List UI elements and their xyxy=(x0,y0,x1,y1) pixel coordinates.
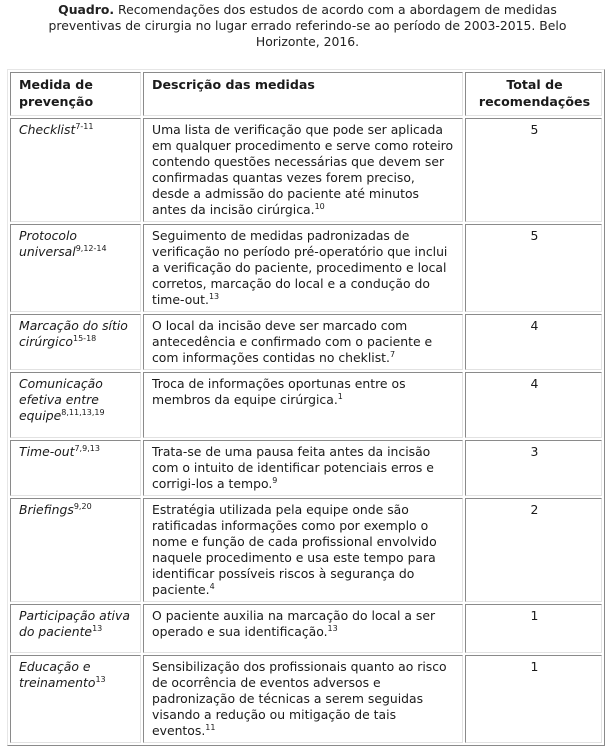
measure-name: Briefings xyxy=(19,502,74,517)
table-row xyxy=(10,655,602,743)
header-row xyxy=(10,72,602,116)
description-text: O paciente auxilia na marcação do local a ser operado e sua identificação. xyxy=(152,608,436,639)
description-cell xyxy=(143,498,463,602)
measure-reference: 9,12-14 xyxy=(75,244,107,253)
measure-name: Participação ativa do paciente xyxy=(19,608,130,639)
measure-reference: 7,9,13 xyxy=(74,444,100,453)
measure-name: Protocolo universal xyxy=(19,228,78,259)
measure-cell xyxy=(10,372,141,438)
total-cell: 1 xyxy=(465,604,602,653)
description-reference: 9 xyxy=(272,476,278,485)
table-row xyxy=(10,440,602,496)
description-text: Trata-se de uma pausa feita antes da incisão com o intuito de identificar potenciais erros e corrigi-los a tempo. xyxy=(152,444,434,491)
description-reference: 10 xyxy=(314,202,325,211)
measure-cell xyxy=(10,224,141,312)
description-reference: 4 xyxy=(209,582,215,591)
description-text: Seguimento de medidas padronizadas de verificação no período pré-operatório que inclui a verificação do paciente, procedimento e local corretos, marcação do local e a condução do time-out. xyxy=(152,228,448,307)
measure-cell xyxy=(10,604,141,653)
total-cell: 1 xyxy=(465,655,602,743)
total-cell: 5 xyxy=(465,224,602,312)
header-total: Total de recomendações xyxy=(465,72,602,116)
description-reference: 13 xyxy=(208,292,220,301)
total-cell: 4 xyxy=(465,372,602,438)
description-cell xyxy=(143,372,463,438)
header-measure: Medida de prevenção xyxy=(10,72,141,116)
measure-reference: 8,11,13,19 xyxy=(61,408,105,417)
description-cell xyxy=(143,604,463,653)
measure-cell xyxy=(10,440,141,496)
total-cell: 3 xyxy=(465,440,602,496)
description-reference: 13 xyxy=(327,624,338,633)
measure-name: Time-out xyxy=(19,444,75,459)
table-row xyxy=(10,314,602,370)
caption-text: Recomendações dos estudos de acordo com a abordagem de medidas preventivas de cirurgia no lugar errado referindo-se ao período de 2003-2015. Belo Horizonte, 2016. xyxy=(48,2,567,49)
measure-reference: 9,20 xyxy=(73,502,92,511)
measure-reference: 15-18 xyxy=(73,334,97,343)
description-cell xyxy=(143,314,463,370)
recommendations-table xyxy=(7,69,605,746)
measure-cell xyxy=(10,118,141,222)
total-cell: 4 xyxy=(465,314,602,370)
description-text: O local da incisão deve ser marcado com antecedência e confirmado com o paciente e com informações contidas no cheklist. xyxy=(152,318,433,365)
total-cell: 2 xyxy=(465,498,602,602)
table-row xyxy=(10,224,602,312)
caption-label: Quadro. xyxy=(58,2,115,17)
measure-cell xyxy=(10,314,141,370)
measure-cell xyxy=(10,655,141,743)
table-row xyxy=(10,498,602,602)
description-reference: 7 xyxy=(389,350,396,359)
header-description: Descrição das medidas xyxy=(143,72,463,116)
description-cell xyxy=(143,440,463,496)
description-text: Uma lista de verificação que pode ser aplicada em qualquer procedimento e serve como roteiro contendo questões necessárias que devem ser confirmadas quantas vezes forem preciso, desde a admissão do paciente até minutos antes da incisão cirúrgica. xyxy=(152,122,454,217)
table-row xyxy=(10,118,602,222)
description-text: Troca de informações oportunas entre os membros da equipe cirúrgica. xyxy=(152,376,406,407)
description-cell xyxy=(143,655,463,743)
description-cell xyxy=(143,118,463,222)
description-text: Sensibilização dos profissionais quanto ao risco de ocorrência de eventos adversos e padronização de técnicas a serem seguidas visando a redução ou mitigação de tais eventos. xyxy=(152,659,447,738)
description-reference: 11 xyxy=(205,723,216,732)
measure-reference: 13 xyxy=(92,624,103,633)
table-caption xyxy=(30,2,585,50)
total-cell: 5 xyxy=(465,118,602,222)
measure-reference: 13 xyxy=(95,675,106,684)
measure-reference: 7-11 xyxy=(75,122,94,131)
description-cell xyxy=(143,224,463,312)
description-text: Estratégia utilizada pela equipe onde são ratificadas informações como por exemplo o nome e função de cada profissional envolvido naquele procedimento e usa este tempo para identificar possíveis riscos à segurança do paciente. xyxy=(152,502,437,597)
measure-name: Marcação do sítio cirúrgico xyxy=(19,318,128,349)
measure-name: Educação e treinamento xyxy=(19,659,96,690)
description-reference: 1 xyxy=(337,392,343,401)
table-row xyxy=(10,372,602,438)
measure-name: Checklist xyxy=(19,122,76,137)
table-row xyxy=(10,604,602,653)
measure-name: Comunicação efetiva entre equipe xyxy=(19,376,103,423)
measure-cell xyxy=(10,498,141,602)
